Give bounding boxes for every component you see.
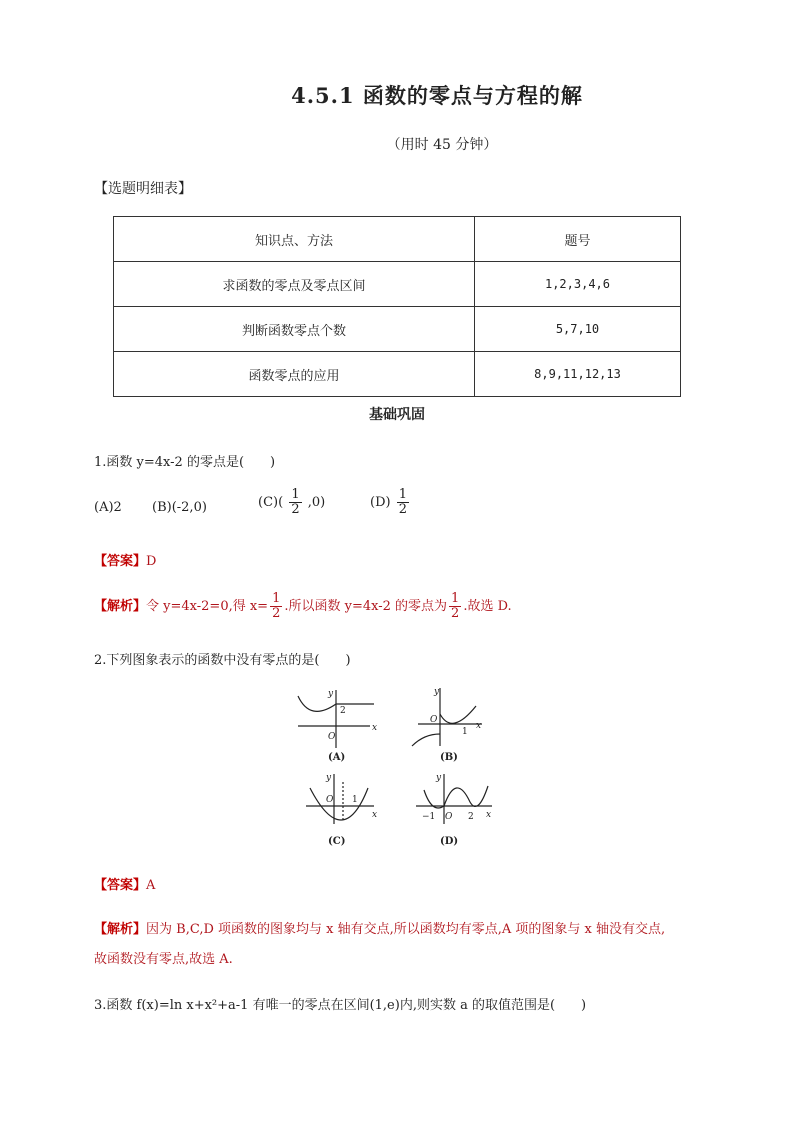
question-1-answer: [94, 550, 156, 569]
page-title: 4.5.1 函数的零点与方程的解: [291, 83, 583, 108]
fraction-one-half: [270, 592, 282, 621]
graph-d-caption: (D): [440, 836, 459, 847]
answer-value: A: [146, 878, 156, 893]
fraction-denominator: 2: [398, 502, 407, 517]
answer-tag: 【答案】: [94, 554, 147, 569]
graph-a-x-label: x: [372, 723, 378, 733]
fraction-denominator: 2: [291, 502, 300, 517]
graph-d-curve: [424, 786, 488, 808]
answer-value: D: [146, 554, 157, 569]
option-c-prefix: (C)(: [258, 495, 284, 510]
header-knowledge: 知识点、方法: [114, 217, 475, 262]
graph-b-origin-label: O: [430, 715, 438, 725]
graph-b-caption: (B): [440, 752, 458, 763]
option-d-prefix: (D): [370, 495, 391, 510]
row-topic: 求函数的零点及零点区间: [114, 262, 475, 307]
fraction-denominator: 2: [451, 606, 460, 621]
question-2-stem: 2.下列图象表示的函数中没有零点的是( ): [94, 653, 351, 668]
table-row: [114, 352, 681, 397]
detail-table-label: 【选题明细表】: [94, 181, 192, 197]
detail-table: [113, 216, 681, 397]
row-question-numbers: 5,7,10: [475, 307, 681, 352]
analysis-part-2: .所以函数 y=4x-2 的零点为: [284, 599, 448, 614]
row-topic: 函数零点的应用: [114, 352, 475, 397]
option-c-suffix: ,0): [307, 495, 326, 510]
graph-c-origin-label: O: [326, 795, 334, 805]
analysis-part-1: 令 y=4x-2=0,得 x=: [146, 599, 269, 614]
graph-d-origin-label: O: [445, 812, 453, 822]
fraction-numerator: 1: [272, 591, 281, 606]
option-b: (B)(-2,0): [152, 500, 207, 515]
graph-b-y-label: y: [434, 687, 440, 697]
option-d: [370, 488, 411, 517]
graph-c-tick-1: 1: [352, 795, 358, 805]
option-a: (A)2: [94, 500, 122, 515]
graph-d-tick-neg1: −1: [422, 812, 436, 822]
question-3-stem: 3.函数 f(x)=ln x+x²+a-1 有唯一的零点在区间(1,e)内,则实数 a 的取值范围是( ): [94, 998, 587, 1013]
graph-b-x-label: x: [476, 721, 482, 731]
question-1-stem: 1.函数 y=4x-2 的零点是( ): [94, 455, 276, 470]
graph-a-caption: (A): [328, 752, 346, 763]
question-2-analysis: [94, 918, 665, 937]
table-row: [114, 262, 681, 307]
analysis-tag: 【解析】: [94, 922, 147, 937]
graph-b-right-curve: [440, 706, 476, 723]
graph-a-y-label: y: [328, 689, 334, 699]
analysis-tag: 【解析】: [94, 599, 147, 614]
question-2-answer: [94, 874, 155, 893]
fraction-one-half: [289, 488, 301, 517]
table-header-row: [114, 217, 681, 262]
analysis-line-1: 因为 B,C,D 项函数的图象均与 x 轴有交点,所以函数均有零点,A 项的图象与 x 轴没有交点,: [146, 922, 666, 937]
fraction-numerator: 1: [451, 591, 460, 606]
row-topic: 判断函数零点个数: [114, 307, 475, 352]
time-note: （用时 45 分钟）: [386, 137, 498, 153]
graph-b-tick-1: 1: [462, 727, 468, 737]
analysis-part-3: .故选 D.: [463, 599, 512, 614]
table-row: [114, 307, 681, 352]
graph-c-parabola: [310, 788, 368, 820]
fraction-numerator: 1: [291, 487, 300, 502]
row-question-numbers: 1,2,3,4,6: [475, 262, 681, 307]
header-question-no: 题号: [475, 217, 681, 262]
graph-a-tick-2: 2: [340, 706, 346, 716]
fraction-denominator: 2: [272, 606, 281, 621]
question-2-analysis-line-2: 故函数没有零点,故选 A.: [94, 952, 233, 967]
option-c: [258, 488, 325, 517]
graph-c-y-label: y: [326, 773, 332, 783]
row-question-numbers: 8,9,11,12,13: [475, 352, 681, 397]
section-basic-heading: 基础巩固: [369, 407, 425, 423]
graph-b-left-curve: [412, 734, 440, 746]
answer-tag: 【答案】: [94, 878, 147, 893]
graph-d-tick-2: 2: [468, 812, 474, 822]
graph-d-x-label: x: [486, 810, 492, 820]
function-graphs-figure: [290, 684, 510, 852]
fraction-numerator: 1: [398, 487, 407, 502]
question-1-analysis: [94, 592, 512, 621]
fraction-one-half: [397, 488, 409, 517]
graph-c-x-label: x: [372, 810, 378, 820]
fraction-one-half: [449, 592, 461, 621]
graph-a-origin-label: O: [328, 732, 336, 742]
graph-d-y-label: y: [436, 773, 442, 783]
graph-c-caption: (C): [328, 836, 346, 847]
